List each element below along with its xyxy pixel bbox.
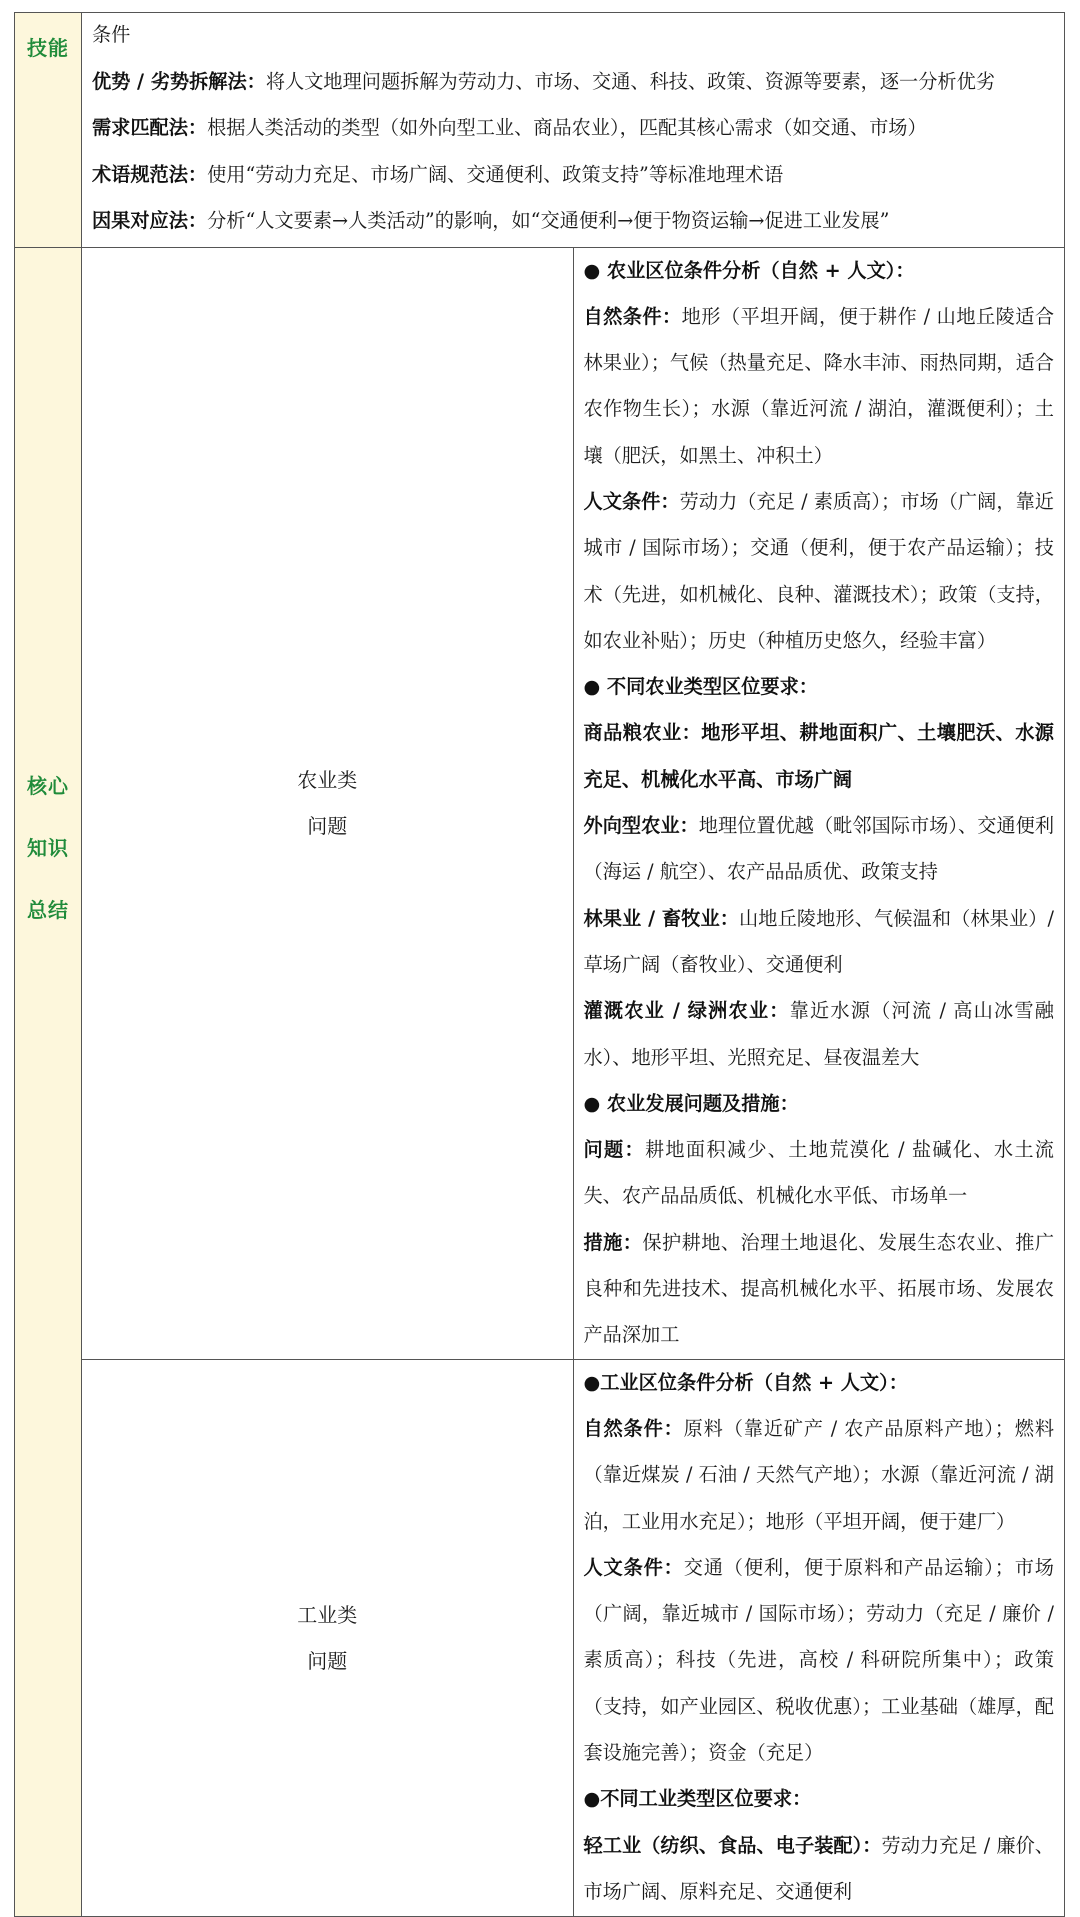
content-line bbox=[584, 1545, 1055, 1776]
content-line bbox=[584, 1127, 1055, 1220]
line-heading: ● 农业区位条件分析（自然 + 人文）： bbox=[583, 258, 915, 282]
skills-row bbox=[15, 13, 1065, 248]
line-heading: ● 不同农业类型区位要求： bbox=[583, 675, 818, 699]
content-line bbox=[584, 803, 1055, 896]
line-heading: ●不同工业类型区位要求： bbox=[583, 1787, 812, 1811]
line-text: 地理位置优越（毗邻国际市场）、交通便利（海运 / 航空）、农产品品质优、政策支持 bbox=[583, 814, 1055, 884]
content-line bbox=[92, 198, 1054, 245]
line-heading: ●工业区位条件分析（自然 + 人文）： bbox=[583, 1370, 908, 1394]
line-heading: 自然条件： bbox=[583, 304, 682, 328]
agriculture-lines bbox=[574, 248, 1065, 1359]
line-heading: 外向型农业： bbox=[583, 814, 699, 838]
industry-label-line-2: 问题 bbox=[307, 1648, 348, 1673]
agriculture-label-line-2: 问题 bbox=[307, 814, 348, 839]
core-label-cell bbox=[15, 247, 82, 1917]
line-heading: 商品粮农业：地形平坦、耕地面积广、土壤肥沃、水源充足、机械化水平高、市场广阔 bbox=[583, 721, 1054, 791]
content-line bbox=[584, 1360, 1055, 1406]
line-heading: 轻工业（纺织、食品、电子装配）： bbox=[583, 1833, 882, 1857]
line-text: 劳动力充足 / 廉价、市场广阔、原料充足、交通便利 bbox=[583, 1833, 1054, 1903]
line-heading: 灌溉农业 / 绿洲农业： bbox=[583, 999, 790, 1023]
skills-label-cell bbox=[15, 13, 82, 248]
line-text: 山地丘陵地形、气候温和（林果业）/ 草场广阔（畜牧业）、交通便利 bbox=[583, 906, 1054, 976]
line-text: 使用“劳动力充足、市场广阔、交通便利、政策支持”等标准地理术语 bbox=[207, 162, 784, 186]
skills-label: 技能 bbox=[27, 36, 69, 60]
skills-content-cell bbox=[82, 13, 1065, 248]
line-heading: 因果对应法： bbox=[92, 209, 208, 232]
content-line bbox=[584, 988, 1055, 1081]
agriculture-row bbox=[15, 247, 1065, 1359]
line-heading: ● 农业发展问题及措施： bbox=[583, 1091, 799, 1115]
industry-lines bbox=[574, 1360, 1065, 1917]
industry-label-cell bbox=[82, 1359, 574, 1917]
line-text: 交通（便利，便于原料和产品运输）；市场（广阔，靠近城市 / 国际市场）；劳动力（充足 / 廉价 / 素质高）；科技（先进，高校 / 科研院所集中）；政策（支持，如产业园区、税收优惠）；工业基础（雄厚，配套设施完善）；资金（充足） bbox=[583, 1555, 1054, 1764]
content-line bbox=[584, 710, 1055, 803]
line-heading: 措施： bbox=[583, 1230, 643, 1254]
agriculture-content-cell bbox=[573, 247, 1065, 1359]
core-label bbox=[15, 248, 81, 941]
line-heading: 人文条件： bbox=[583, 489, 680, 513]
content-line bbox=[584, 1776, 1055, 1822]
agriculture-label-line-1: 农业类 bbox=[297, 768, 358, 793]
line-text: 地形（平坦开阔，便于耕作 / 山地丘陵适合林果业）；气候（热量充足、降水丰沛、雨热同期，适合农作物生长）；水源（靠近河流 / 湖泊，灌溉便利）；土壤（肥沃，如黑土、冲积土） bbox=[583, 304, 1055, 467]
line-text: 原料（靠近矿产 / 农产品原料产地）；燃料（靠近煤炭 / 石油 / 天然气产地）；水源（靠近河流 / 湖泊，工业用水充足）；地形（平坦开阔，便于建厂） bbox=[583, 1416, 1055, 1533]
content-line bbox=[584, 479, 1055, 664]
content-line bbox=[584, 664, 1055, 710]
content-line bbox=[584, 1220, 1055, 1359]
line-text: 劳动力（充足 / 素质高）；市场（广阔，靠近城市 / 国际市场）；交通（便利，便于农产品运输）；技术（先进，如机械化、良种、灌溉技术）；政策（支持，如农业补贴）；历史（种植历史悠久，经验丰富） bbox=[583, 489, 1054, 652]
industry-label-line-1: 工业类 bbox=[297, 1602, 358, 1627]
skills-lines bbox=[82, 12, 1064, 247]
knowledge-table bbox=[14, 12, 1065, 1917]
content-line bbox=[584, 896, 1055, 989]
line-text: 耕地面积减少、土地荒漠化 / 盐碱化、水土流失、农产品品质低、机械化水平低、市场单一 bbox=[583, 1138, 1054, 1208]
line-text: 根据人类活动的类型（如外向型工业、商品农业），匹配其核心需求（如交通、市场） bbox=[207, 116, 927, 139]
content-line bbox=[584, 1081, 1055, 1127]
line-text: 将人文地理问题拆解为劳动力、市场、交通、科技、政策、资源等要素，逐一分析优劣 bbox=[265, 69, 995, 93]
core-label-line-3: 总结 bbox=[27, 897, 69, 922]
core-label-line-1: 核心 bbox=[27, 773, 69, 798]
line-text: 靠近水源（河流 / 高山冰雪融水）、地形平坦、光照充足、昼夜温差大 bbox=[583, 999, 1054, 1069]
line-heading: 术语规范法： bbox=[92, 162, 208, 186]
content-line bbox=[584, 248, 1055, 294]
content-line bbox=[92, 105, 1054, 152]
line-heading: 林果业 / 畜牧业： bbox=[583, 906, 740, 930]
content-line bbox=[92, 152, 1054, 199]
line-heading: 人文条件： bbox=[583, 1555, 684, 1579]
agriculture-label bbox=[82, 757, 573, 849]
line-heading: 问题： bbox=[583, 1138, 645, 1162]
line-text: 分析“人文要素→人类活动”的影响，如“交通便利→便于物资运输→促进工业发展” bbox=[207, 209, 890, 232]
content-line bbox=[584, 294, 1055, 479]
industry-content-cell bbox=[573, 1359, 1065, 1917]
content-line bbox=[92, 12, 1054, 59]
industry-row bbox=[15, 1359, 1065, 1917]
line-heading: 自然条件： bbox=[583, 1416, 684, 1440]
content-line bbox=[92, 59, 1054, 106]
industry-label bbox=[82, 1592, 573, 1684]
line-text: 保护耕地、治理土地退化、发展生态农业、推广良种和先进技术、提高机械化水平、拓展市场、发展农产品深加工 bbox=[583, 1230, 1055, 1347]
content-line bbox=[584, 1406, 1055, 1545]
content-line bbox=[584, 1823, 1055, 1916]
line-heading: 需求匹配法： bbox=[92, 116, 208, 139]
core-label-line-2: 知识 bbox=[27, 835, 69, 860]
agriculture-label-cell bbox=[82, 247, 574, 1359]
line-heading: 优势 / 劣势拆解法： bbox=[92, 69, 266, 93]
line-text: 条件 bbox=[92, 23, 131, 46]
